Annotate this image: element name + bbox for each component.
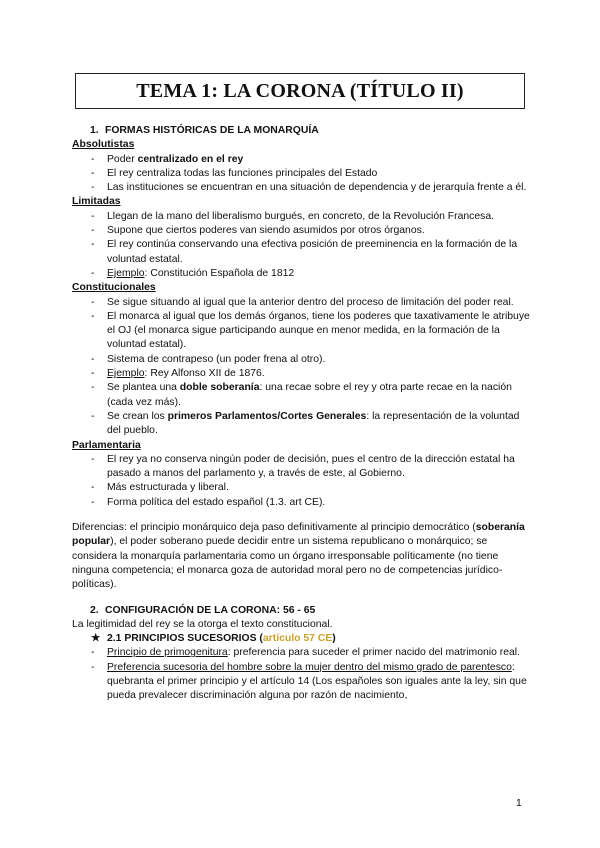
section-2-intro: La legitimidad del rey se la otorga el texto constitucional. xyxy=(72,618,333,630)
list-item: - El rey centraliza todas las funciones principales del Estado xyxy=(72,167,530,181)
subsection-2-1 xyxy=(72,632,530,646)
list-item-bold: centralizado en el rey xyxy=(137,153,244,165)
example-text: : Rey Alfonso XII de 1876. xyxy=(144,368,265,380)
parlamentaria-list xyxy=(72,453,530,510)
document-body xyxy=(72,124,530,704)
list-item-text: Se crean los xyxy=(107,410,168,422)
list-item: - Llegan de la mano del liberalismo burgués, en concreto, de la Revolución Francesa. xyxy=(72,210,530,224)
list-item xyxy=(72,661,530,704)
section-1-title: FORMAS HISTÓRICAS DE LA MONARQUÍA xyxy=(105,125,319,136)
list-item: - El rey continúa conservando una efectiva posición de preeminencia en la formación de la voluntad estatal. xyxy=(72,238,530,267)
section-1-number: 1. xyxy=(90,125,99,136)
paragraph-text: ), el poder soberano puede decidir entre un sistema republicano o monárquico; se considera la monarquía parlamentaria como un órgano irresponsable políticamente (no tiene ninguna competencia; el monarca goza de autoridad moral pero no de competencias jurídico-políticas). xyxy=(72,536,503,591)
list-item-text: Se plantea una xyxy=(107,382,180,394)
list-item-bold: primeros Parlamentos/Cortes Generales xyxy=(167,410,367,422)
example-text: : Constitución Española de 1812 xyxy=(144,267,295,279)
section-2-number: 2. xyxy=(90,604,99,616)
differences-paragraph xyxy=(72,521,530,592)
list-item xyxy=(72,410,530,439)
list-item-text: : una recae sobre el rey y otra parte recae en la nación (cada vez más). xyxy=(107,382,512,408)
list-item-bold: doble soberanía xyxy=(179,382,260,394)
paragraph-text: Diferencias: el principio monárquico deja paso definitivamente al principio democrático ( xyxy=(72,522,476,534)
subsection-label: 2.1 PRINCIPIOS SUCESORIOS ( xyxy=(107,633,263,645)
example-label: Ejemplo xyxy=(107,368,145,380)
list-item: - Se sigue situando al igual que la anterior dentro del proceso de limitación del poder real. xyxy=(72,296,530,310)
category-absolutistas: Absolutistas xyxy=(72,139,135,151)
list-item xyxy=(72,367,530,381)
title-box xyxy=(75,73,525,109)
category-constitucionales: Constitucionales xyxy=(72,282,156,294)
article-reference: artículo 57 CE xyxy=(262,633,333,645)
section-2-heading xyxy=(72,604,530,618)
spacer xyxy=(72,510,530,521)
section-2-title: CONFIGURACIÓN DE LA CORONA: 56 - 65 xyxy=(105,604,316,616)
category-parlamentaria: Parlamentaria xyxy=(72,439,141,451)
star-icon: ★ xyxy=(91,633,101,645)
list-item: - El rey ya no conserva ningún poder de decisión, pues el centro de la dirección estatal ha pasado a manos del parlamento y, a través de este, al Gobierno. xyxy=(72,453,530,482)
absolutistas-list xyxy=(72,153,530,196)
example-label: Ejemplo xyxy=(107,267,145,279)
paragraph-bold: soberanía popular xyxy=(72,522,525,548)
page-number: 1 xyxy=(516,798,522,809)
list-item-text: Poder xyxy=(107,153,138,165)
list-item xyxy=(72,267,530,281)
principios-list xyxy=(72,646,530,703)
page-title: TEMA 1: LA CORONA (TÍTULO II) xyxy=(136,79,464,102)
list-item xyxy=(72,153,530,167)
list-item: - El monarca al igual que los demás órganos, tiene los poderes que taxativamente le atribuye el OJ (el monarca sigue participando aunque en menor medida, en la formación de la voluntad estatal). xyxy=(72,310,530,353)
list-item-text: : quebranta el primer principio y el artículo 14 (Los españoles son iguales ante la ley, sin que pueda prevalecer discriminación alguna por razón de nacimiento, xyxy=(107,661,527,702)
list-item: - Las instituciones se encuentran en una situación de dependencia y de jerarquía frente a él. xyxy=(72,181,530,195)
list-item-text: : la representación de la voluntad del pueblo. xyxy=(107,410,520,437)
list-item-text: : preferencia para suceder el primer nacido del matrimonio real. xyxy=(227,647,520,659)
list-item-underlined: Preferencia sucesoria del hombre sobre la mujer dentro del mismo grado de parentesco xyxy=(107,661,512,673)
list-item: - Supone que ciertos poderes van siendo asumidos por otros órganos. xyxy=(72,224,530,238)
category-limitadas: Limitadas xyxy=(72,196,121,208)
section-1-heading xyxy=(72,124,530,138)
list-item xyxy=(72,381,530,410)
list-item xyxy=(72,646,530,660)
list-item-underlined: Principio de primogenitura xyxy=(107,647,228,659)
subsection-close: ) xyxy=(332,633,336,645)
list-item: - Sistema de contrapeso (un poder frena al otro). xyxy=(72,353,530,367)
limitadas-list xyxy=(72,210,530,281)
list-item: - Más estructurada y liberal. xyxy=(72,481,530,495)
constitucionales-list xyxy=(72,296,530,439)
list-item: - Forma política del estado español (1.3. art CE). xyxy=(72,496,530,510)
spacer xyxy=(72,593,530,604)
